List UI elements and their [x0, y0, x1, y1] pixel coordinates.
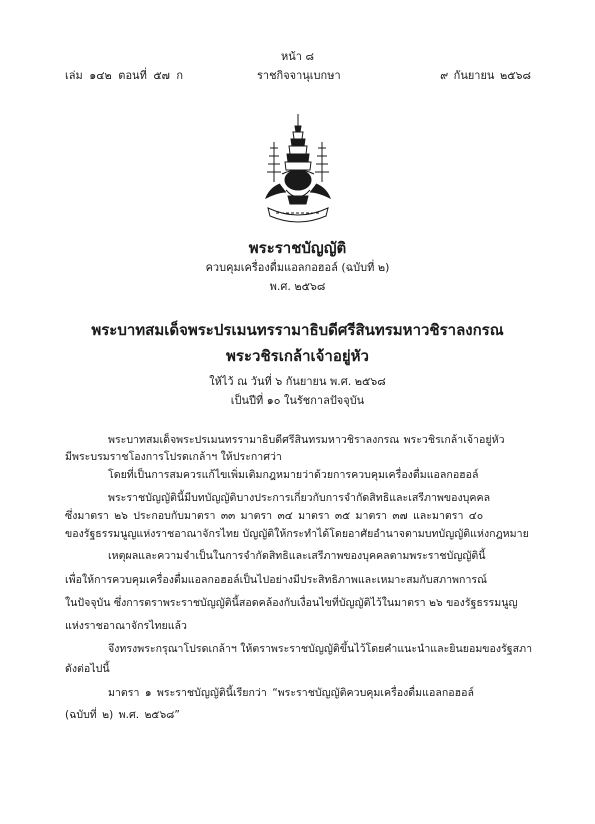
paragraph-reason-line3: ในปัจจุบัน ซึ่งการตราพระราชบัญญัตินี้สอดคล้องกับเงื่อนไขที่บัญญัติไว้ในมาตรา ๒๖ ของรัฐธรรมนูญ [65, 597, 518, 609]
page-number: หน้า ๘ [281, 50, 314, 63]
paragraph-preamble-line1: พระบาทสมเด็จพระปรเมนทรรามาธิบดีศรีสินทรมหาวชิราลงกรณ พระวชิรเกล้าเจ้าอยู่หัว [108, 434, 505, 446]
paragraph-reason-line2: เพื่อให้การควบคุมเครื่องดื่มแอลกอฮอล์เป็นไปอย่างมีประสิทธิภาพและเหมาะสมกับสภาพการณ์ [65, 574, 487, 586]
given-date-line1: ให้ไว้ ณ วันที่ ๖ กันยายน พ.ศ. ๒๕๖๘ [209, 375, 386, 388]
section-1-line1: มาตรา ๑ พระราชบัญญัตินี้เรียกว่า “พระราชบัญญัติควบคุมเครื่องดื่มแอลกอฮอล์ [108, 687, 474, 699]
king-name-line1: พระบาทสมเด็จพระปรเมนทรรามาธิบดีศรีสินทรมหาวชิราลงกรณ [91, 321, 504, 339]
publication-name: ราชกิจจานุเบกษา [257, 69, 341, 82]
paragraph-reason-line4: แห่งราชอาณาจักรไทยแล้ว [65, 620, 187, 632]
paragraph-rights-line2: ซึ่งมาตรา ๒๖ ประกอบกับมาตรา ๓๓ มาตรา ๓๔ มาตรา ๓๕ มาตรา ๓๗ และมาตรา ๔๐ [65, 510, 484, 522]
paragraph-enactment-line1: จึงทรงพระกรุณาโปรดเกล้าฯ ให้ตราพระราชบัญญัติขึ้นไว้โดยคำแนะนำและยินยอมของรัฐสภา [108, 643, 533, 655]
king-name-line2: พระวชิรเกล้าเจ้าอยู่หัว [226, 347, 369, 365]
paragraph-purpose: โดยที่เป็นการสมควรแก้ไขเพิ่มเติมกฎหมายว่าด้วยการควบคุมเครื่องดื่มแอลกอฮอล์ [108, 469, 479, 481]
paragraph-enactment-line2: ดังต่อไปนี้ [65, 663, 110, 675]
paragraph-reason-line1: เหตุผลและความจำเป็นในการจำกัดสิทธิและเสรีภาพของบุคคลตามพระราชบัญญัตินี้ [108, 550, 486, 562]
volume-info: เล่ม ๑๔๒ ตอนที่ ๕๗ ก [65, 69, 184, 82]
section-1-line2: (ฉบับที่ ๒) พ.ศ. ๒๕๖๘” [65, 709, 180, 721]
act-year: พ.ศ. ๒๕๖๘ [269, 280, 326, 293]
publication-date: ๙ กันยายน ๒๕๖๘ [440, 69, 531, 82]
act-subtitle: ควบคุมเครื่องดื่มแอลกอฮอล์ (ฉบับที่ ๒) [205, 261, 390, 274]
given-date-line2: เป็นปีที่ ๑๐ ในรัชกาลปัจจุบัน [230, 394, 365, 407]
royal-emblem-icon [262, 112, 334, 228]
paragraph-preamble-line2: มีพระบรมราชโองการโปรดเกล้าฯ ให้ประกาศว่า [65, 451, 282, 463]
act-title: พระราชบัญญัติ [248, 239, 347, 257]
paragraph-rights-line3: ของรัฐธรรมนูญแห่งราชอาณาจักรไทย บัญญัติให้กระทำได้โดยอาศัยอำนาจตามบทบัญญัติแห่งกฎหมาย [65, 528, 529, 540]
paragraph-rights-line1: พระราชบัญญัตินี้มีบทบัญญัติบางประการเกี่ยวกับการจำกัดสิทธิและเสรีภาพของบุคคล [108, 492, 491, 504]
